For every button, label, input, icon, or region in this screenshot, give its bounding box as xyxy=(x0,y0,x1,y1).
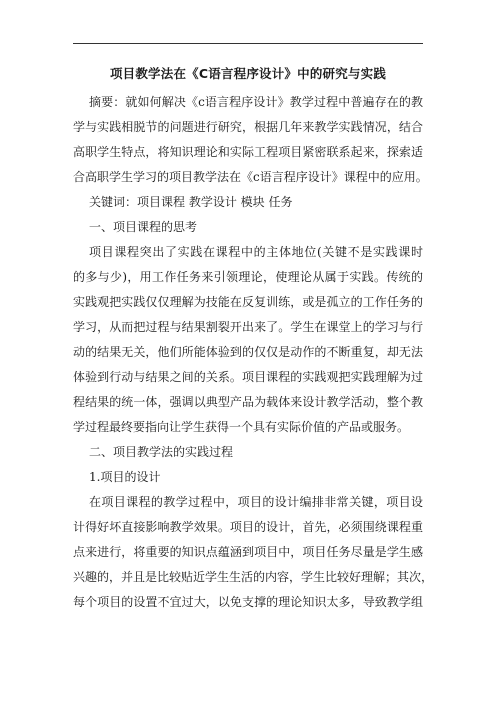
paragraph-line: 项目课程突出了实践在课程中的主体地位(关键不是实践课时 xyxy=(89,245,423,259)
section-heading-2: 二、项目教学法的实践过程 xyxy=(89,445,234,459)
paragraph-line: 动的结果无关，他们所能体验到的仅仅是动作的不断重复，却无法 xyxy=(73,345,423,359)
subsection-heading: 1.项目的设计 xyxy=(89,470,161,484)
header-rule xyxy=(73,43,423,44)
abstract-line: 合高职学生学习的项目教学法在《c语言程序设计》课程中的应用。 xyxy=(73,170,428,184)
paragraph-line: 学习，从而把过程与结果割裂开出来了。学生在课堂上的学习与行 xyxy=(73,320,423,334)
paragraph-line: 实践观把实践仅仅理解为技能在反复训练，或是孤立的工作任务的 xyxy=(73,295,423,309)
paragraph-line: 程结果的统一体，强调以典型产品为载体来设计教学活动，整个教 xyxy=(73,395,423,409)
paragraph-line: 学过程最终要指向让学生获得一个具有实际价值的产品或服务。 xyxy=(73,420,410,434)
paragraph-line: 体验到行动与结果之间的关系。项目课程的实践观把实践理解为过 xyxy=(73,370,423,384)
document-title: 项目教学法在《C语言程序设计》中的研究与实践 xyxy=(109,66,387,81)
section-heading-1: 一、项目课程的思考 xyxy=(89,220,198,234)
paragraph-line: 兴趣的，并且是比较贴近学生生活的内容，学生比较好理解；其次， xyxy=(73,570,434,584)
paragraph-line: 点来进行，将重要的知识点蕴涵到项目中，项目任务尽量是学生感 xyxy=(73,545,423,559)
paragraph-line: 每个项目的设置不宜过大，以免支撑的理论知识太多，导致教学组 xyxy=(73,595,423,609)
paragraph-line: 计得好坏直接影响教学效果。项目的设计，首先，必须围绕课程重 xyxy=(73,520,423,534)
keywords: 关键词：项目课程 教学设计 模块 任务 xyxy=(89,195,293,209)
abstract-line: 摘要：就如何解决《c语言程序设计》教学过程中普遍存在的教 xyxy=(89,95,423,109)
abstract-line: 学与实践相脱节的问题进行研究，根据几年来教学实践情况，结合 xyxy=(73,120,423,134)
abstract-line: 高职学生特点，将知识理论和实际工程项目紧密联系起来，探索适 xyxy=(73,145,423,159)
paragraph-line: 的多与少)，用工作任务来引领理论，使理论从属于实践。传统的 xyxy=(73,270,423,284)
paragraph-line: 在项目课程的教学过程中，项目的设计编排非常关键，项目设 xyxy=(89,495,423,509)
